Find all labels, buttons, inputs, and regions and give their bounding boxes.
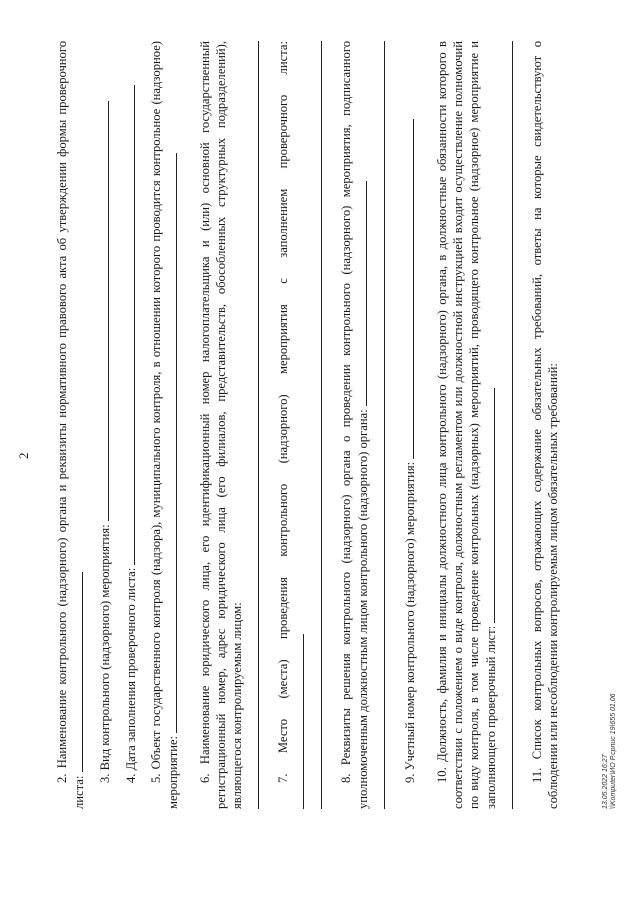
item-2-text	[54, 41, 87, 809]
item-2-label: 2. Наименование контрольного (надзорного) органа и реквизиты нормативного правового акта об утверждении формы проверочного листа:	[55, 41, 86, 809]
item-3-text	[96, 41, 113, 809]
item-4-text	[122, 41, 139, 809]
item-3-label: 3. Вид контрольного (надзорного) мероприятия:	[98, 524, 112, 783]
item-9-text	[401, 41, 418, 809]
item-9-fill-line[interactable]	[401, 119, 414, 459]
item-5-text	[148, 41, 181, 809]
footer-file-path: \\Komputer\ИО Р.српис 19\655 01.06	[610, 693, 617, 809]
item-4-fill-line[interactable]	[122, 85, 135, 565]
item-10-fill-line[interactable]	[482, 388, 495, 623]
footer-timestamp: 13.05.2022 16:27	[602, 754, 609, 809]
item-8-label: 8. Реквизиты решения контрольного (надзорного) органа о проведении контрольного (надзорного) мероприятия, подписанного уполномоченным должностным лицом контрольного (надзорного) органа:	[339, 41, 370, 809]
item-11-text	[529, 41, 561, 809]
item-10-label: 10. Должность, фамилия и инициалы должностного лица контрольного (надзорного) органа, в должностные обязанности которого в соответствии с положением о виде контроля, должностным регламентом или должностной инструкцией входит осуществление полномочий по виду контроля, в том числе проведение контрольных (надзорных) мероприятий, проводящего контрольное (надзорное) мероприятие и заполняющего проверочный лист:	[435, 41, 498, 809]
item-5-label: 5. Объект государственного контроля (надзора), муниципального контроля, в отношении которого проводится контрольное (надзорное) мероприятие:	[149, 41, 180, 809]
item-10-text	[434, 41, 499, 809]
item-9-label: 9. Учетный номер контрольного (надзорного) мероприятия:	[403, 461, 417, 783]
file-footer	[602, 693, 618, 809]
item-6-label: 6. Наименование юридического лица, его идентификационный номер налогоплательщика и (или) основной государственный регистрационный номер, адрес юридического лица (его филиалов, представительств, обособленных структурных подразделений), являющегося контролируемым лицом:	[198, 41, 244, 809]
item-8-text	[338, 41, 371, 809]
item-2-fill-line[interactable]	[70, 572, 83, 772]
item-7-text	[275, 41, 308, 809]
item-4-label: 4. Дата заполнения проверочного листа:	[124, 567, 138, 783]
item-7-fill-line[interactable]	[291, 634, 304, 809]
page-number: 2	[16, 452, 31, 459]
item-11-label: 11. Список контрольных вопросов, отражающих содержание обязательных требований, ответы на которые свидетельствуют о соблюдении или несоблюдении контролируемым лицом обязательных требований:	[530, 41, 560, 809]
item-6-text	[197, 41, 245, 809]
item-7-label: 7. Место (места) проведения контрольного (надзорного) мероприятия с заполнением проверочного листа:	[276, 41, 290, 783]
item-8-fill-line[interactable]	[354, 181, 367, 406]
item-3-fill-line[interactable]	[96, 101, 109, 521]
form-body	[54, 41, 561, 809]
item-5-fill-line[interactable]	[164, 153, 177, 733]
